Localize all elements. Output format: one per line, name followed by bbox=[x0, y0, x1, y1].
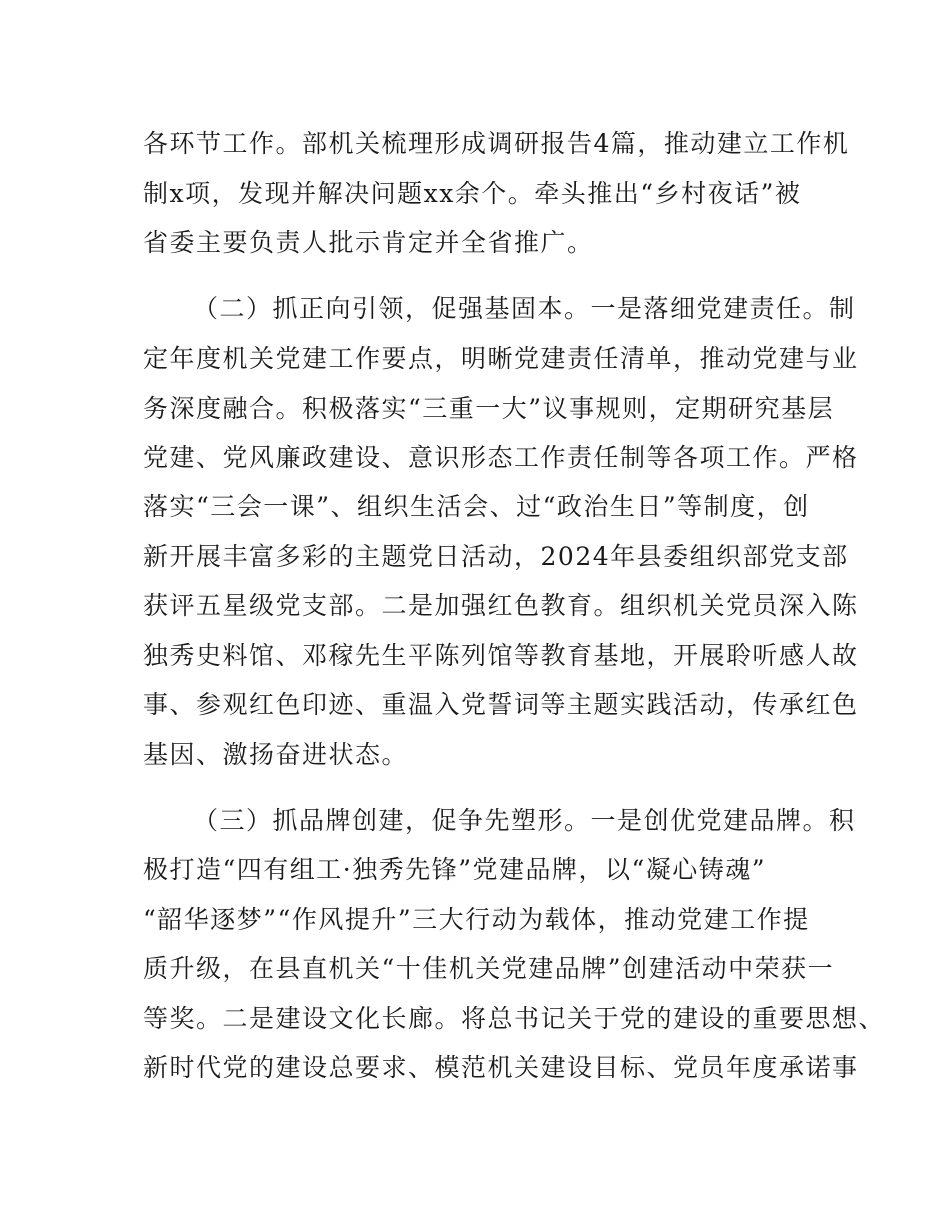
paragraph-3-heading-line: （三）抓品牌创建，促争先塑形。一是创优党建品牌。积 bbox=[193, 806, 856, 835]
text-line: 各环节工作。部机关梳理形成调研报告4篇，推动建立工作机 bbox=[143, 129, 850, 158]
text-line: 制x项，发现并解决问题xx余个。牵头推出“乡村夜话”被 bbox=[143, 179, 802, 208]
text-line: 新开展丰富多彩的主题党日活动，2024年县委组织部党支部 bbox=[143, 542, 849, 571]
text-line: 定年度机关党建工作要点，明晰党建责任清单，推动党建与业 bbox=[143, 344, 859, 373]
paragraph-2-heading-line: （二）抓正向引领，促强基固本。一是落细党建责任。制 bbox=[193, 294, 856, 323]
text-line: 务深度融合。积极落实“三重一大”议事规则，定期研究基层 bbox=[143, 394, 835, 423]
text-line: 党建、党风廉政建设、意识形态工作责任制等各项工作。严格 bbox=[143, 443, 859, 472]
text-line: 极打造“四有组工·独秀先锋”党建品牌，以“凝心铸魂” bbox=[143, 855, 767, 884]
text-line: 获评五星级党支部。二是加强红色教育。组织机关党员深入陈 bbox=[143, 591, 859, 620]
text-line: “韶华逐梦”“作风提升”三大行动为载体，推动党建工作提 bbox=[143, 905, 810, 934]
text-line: 等奖。二是建设文化长廊。将总书记关于党的建设的重要思想、 bbox=[143, 1004, 886, 1033]
text-line: 新时代党的建设总要求、模范机关建设目标、党员年度承诺事 bbox=[143, 1053, 859, 1082]
text-line: 事、参观红色印迹、重温入党誓词等主题实践活动，传承红色 bbox=[143, 690, 859, 719]
text-line: 独秀史料馆、邓稼先生平陈列馆等教育基地，开展聆听感人故 bbox=[143, 641, 859, 670]
text-line: 基因、激扬奋进状态。 bbox=[143, 740, 409, 769]
text-line: 质升级，在县直机关“十佳机关党建品牌”创建活动中荣获一 bbox=[143, 954, 835, 983]
text-line: 落实“三会一课”、组织生活会、过“政治生日”等制度，创 bbox=[143, 492, 810, 521]
text-line: 省委主要负责人批示肯定并全省推广。 bbox=[143, 228, 594, 257]
